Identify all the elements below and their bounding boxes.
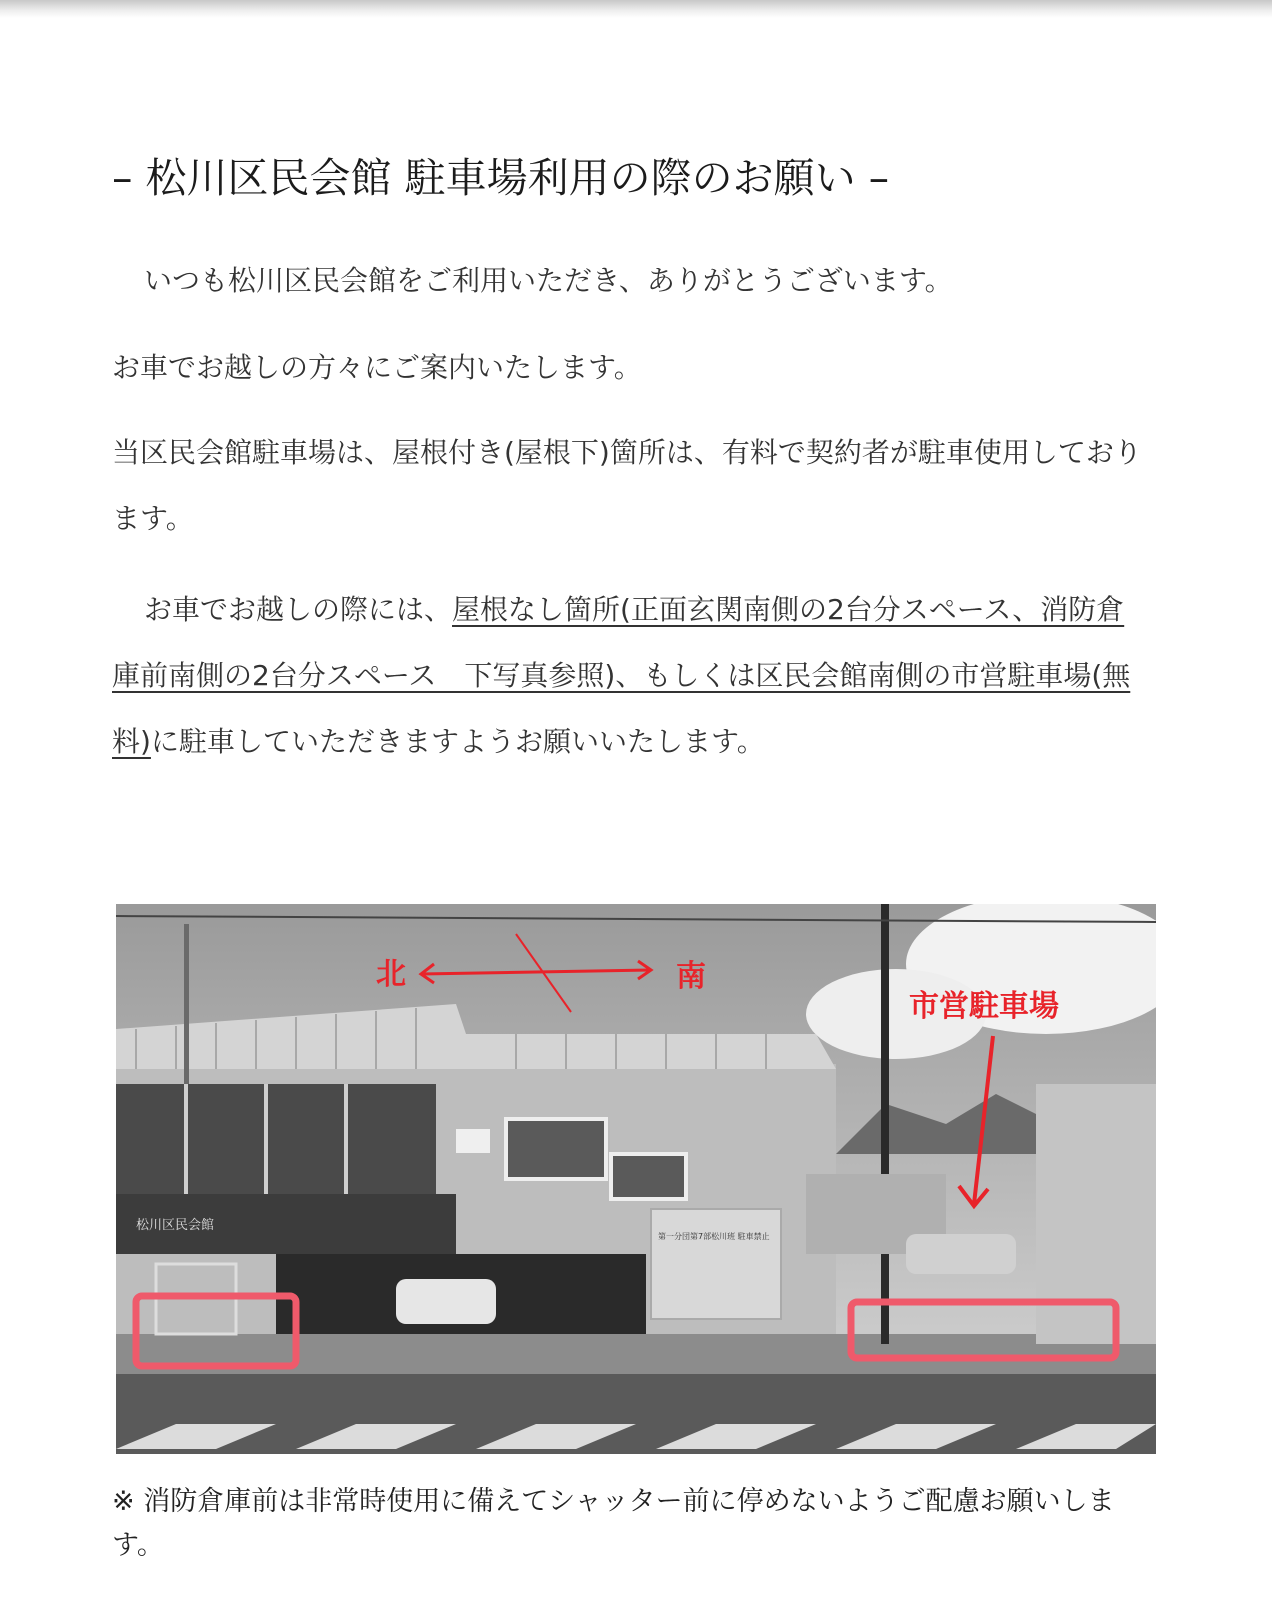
upper-window: [506, 1119, 606, 1179]
glass-windows: [116, 1084, 436, 1194]
parking-photo: [116, 904, 1156, 1454]
fire-shutter-note: ※ 消防倉庫前は非常時使用に備えてシャッター前に停めないようご配慮お願いします。: [112, 1486, 1115, 1561]
request-intro: お車でお越しの際には、: [144, 593, 453, 626]
road: [116, 1374, 1156, 1454]
south-label: 南: [676, 959, 706, 994]
city-parking-car: [906, 1234, 1016, 1274]
fire-shutter: [651, 1209, 781, 1319]
guidance-paragraph: お車でお越しの方々にご案内いたします。: [112, 351, 642, 384]
roofed-parking-paragraph: 当区民会館駐車場は、屋根付き(屋根下)箇所は、有料で契約者が駐車使用しております。: [112, 436, 1142, 535]
air-conditioner: [456, 1129, 490, 1153]
antenna-pole: [184, 924, 189, 1084]
request-closing: に駐車していただきますようお願いいたします。: [150, 725, 765, 758]
shutter-sign: 第一分団第7部松川班 駐車禁止: [658, 1232, 770, 1241]
page-title: – 松川区民会館 駐車場利用の際のお願い –: [112, 154, 890, 202]
north-label: 北: [376, 957, 406, 992]
parking-photo-illustration: [116, 904, 1156, 1454]
utility-pole: [881, 904, 889, 1344]
building-sign: 松川区民会館: [136, 1218, 215, 1233]
city-parking-label: 市営駐車場: [909, 989, 1059, 1024]
parked-car: [396, 1279, 496, 1324]
parking-locations-underlined: 屋根なし箇所(正面玄関南側の2台分スペース、消防倉庫前南側の2台分スペース 下写真参照)、もしくは区民会館南側の市営駐車場(無料): [112, 593, 1131, 758]
parking-request-paragraph: [112, 577, 1142, 775]
greeting-paragraph: いつも松川区民会館をご利用いただき、ありがとうございます。: [144, 264, 953, 297]
top-shadow-bar: [0, 0, 1272, 18]
side-window: [611, 1154, 686, 1199]
